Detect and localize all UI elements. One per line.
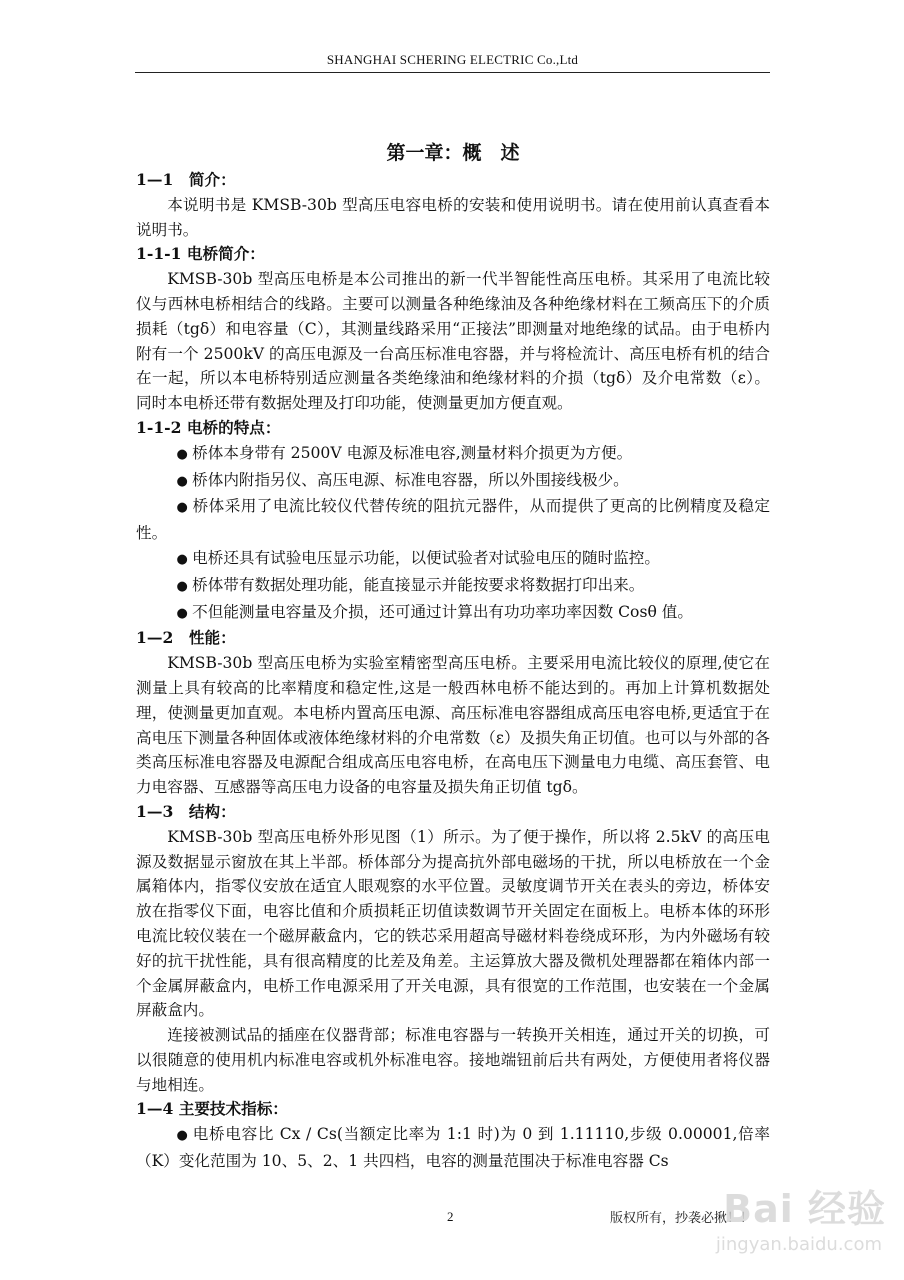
section-1-2-paragraph: KMSB-30b 型高压电桥为实验室精密型高压电桥。主要采用电流比较仪的原理,使它在测量上具有较高的比率精度和稳定性,这是一般西林电桥不能达到的。再加上计算机数据处理，使测量更加直观。本电桥内置高压电源、高压标准电容器组成高压电容电桥,更适宜于在高电压下测量各种固体或液体绝缘材料的介电常数（ε）及损失角正切值。也可以与外部的各类高压标准电容器及电源配合组成高压电容电桥，在高电压下测量电力电缆、高压套管、电力电容器、互感器等高压电力设备的电容量及损失角正切值 tgδ。 xyxy=(136,654,770,797)
list-item: ● 不但能测量电容量及介损，还可通过计算出有功功率功率因数 Cosθ 值。 xyxy=(136,600,770,627)
baidu-watermark xyxy=(656,1178,886,1268)
list-item: ● 电桥电容比 Cx / Cs(当额定比率为 1:1 时)为 0 到 1.11110,步级 0.00001,倍率（K）变化范围为 10、5、2、1 共四档，电容的测量范围决于标准电容器 Cs xyxy=(136,1125,770,1171)
bullet-icon: ● xyxy=(176,473,188,489)
section-heading-1-1-2: 1-1-2 电桥的特点： xyxy=(136,417,281,437)
page-header: SHANGHAI SCHERING ELECTRIC Co.,Ltd xyxy=(326,52,579,67)
watermark-logo: Bai 经验 xyxy=(723,1187,886,1231)
watermark-url: jingyan.baidu.com xyxy=(715,1234,882,1255)
bullet-icon: ● xyxy=(176,500,188,516)
section-heading-1-3: 1—3 结构： xyxy=(136,801,236,821)
section-heading-1-1: 1—1 简介： xyxy=(136,170,236,189)
bullet-icon: ● xyxy=(176,446,188,462)
features-list xyxy=(136,441,770,627)
section-1-3-paragraph-1: KMSB-30b 型高压电桥外形见图（1）所示。为了便于操作，所以将 2.5kV 的高压电源及数据显示窗放在其上半部。桥体部分为提高抗外部电磁场的干扰，所以电桥放在一个金属箱体内，指零仪安放在适宜人眼观察的水平位置。灵敏度调节开关在表头的旁边，桥体安放在指零仪下面，电容比值和介质损耗正切值读数调节开关固定在面板上。电桥本体的环形电流比较仪装在一个磁屏蔽盒内，它的铁芯采用超高导磁材料卷绕成环形，为内外磁场有较好的抗干扰性能，具有很高精度的比差及角差。主运算放大器及微机处理器都在箱体内部一个金属屏蔽盒内，电桥工作电源采用了开关电源，具有很宽的工作范围，也安装在一个金属屏蔽盒内。 xyxy=(136,827,770,1020)
header-divider xyxy=(135,72,770,73)
document-body xyxy=(136,140,770,1174)
list-item: ● 桥体带有数据处理功能，能直接显示并能按要求将数据打印出来。 xyxy=(136,573,770,600)
specs-list xyxy=(136,1122,770,1174)
section-1-1-1-paragraph: KMSB-30b 型高压电桥是本公司推出的新一代半智能性高压电桥。其采用了电流比较仪与西林电桥相结合的线路。主要可以测量各种绝缘油及各种绝缘材料在工频高压下的介质损耗（tgδ）和电容量（C），其测量线路采用“正接法”即测量对地绝缘的试品。由于电桥内附有一个 2500kV 的高压电源及一台高压标准电容器，并与将检流计、高压电桥有机的结合在一起，所以本电桥特别适应测量各类绝缘油和绝缘材料的介损（tgδ）及介电常数（ε）。同时本电桥还带有数据处理及打印功能，使测量更加方便直观。 xyxy=(136,270,770,413)
page-number: 2 xyxy=(447,1209,454,1224)
section-1-1-paragraph: 本说明书是 KMSB-30b 型高压电容电桥的安装和使用说明书。请在使用前认真查看本说明书。 xyxy=(136,195,770,239)
list-item: ● 桥体内附指另仪、高压电源、标准电容器，所以外围接线极少。 xyxy=(136,468,770,495)
bullet-icon: ● xyxy=(176,1128,188,1144)
section-heading-1-1-1: 1-1-1 电桥简介： xyxy=(136,244,265,264)
copyright-note: 版权所有，抄袭必揪！！ xyxy=(610,1211,754,1226)
list-item: ● 桥体采用了电流比较仪代替传统的阻抗元器件，从而提供了更高的比例精度及稳定性。 xyxy=(136,497,770,543)
bullet-icon: ● xyxy=(176,605,188,621)
bullet-icon: ● xyxy=(176,551,188,567)
section-1-3-paragraph-2: 连接被测试品的插座在仪器背部；标准电容器与一转换开关相连，通过开关的切换，可以很随意的使用机内标准电容或机外标准电容。接地端钮前后共有两处，方便使用者将仪器与地相连。 xyxy=(136,1026,770,1094)
list-item: ● 电桥还具有试验电压显示功能，以便试验者对试验电压的随时监控。 xyxy=(136,546,770,573)
section-heading-1-4: 1—4 主要技术指标： xyxy=(136,1099,288,1119)
list-item: ● 桥体本身带有 2500V 电源及标准电容,测量材料介损更为方便。 xyxy=(136,441,770,468)
bullet-icon: ● xyxy=(176,578,188,594)
section-heading-1-2: 1—2 性能： xyxy=(136,628,236,648)
chapter-title: 第一章：概 述 xyxy=(386,142,520,164)
